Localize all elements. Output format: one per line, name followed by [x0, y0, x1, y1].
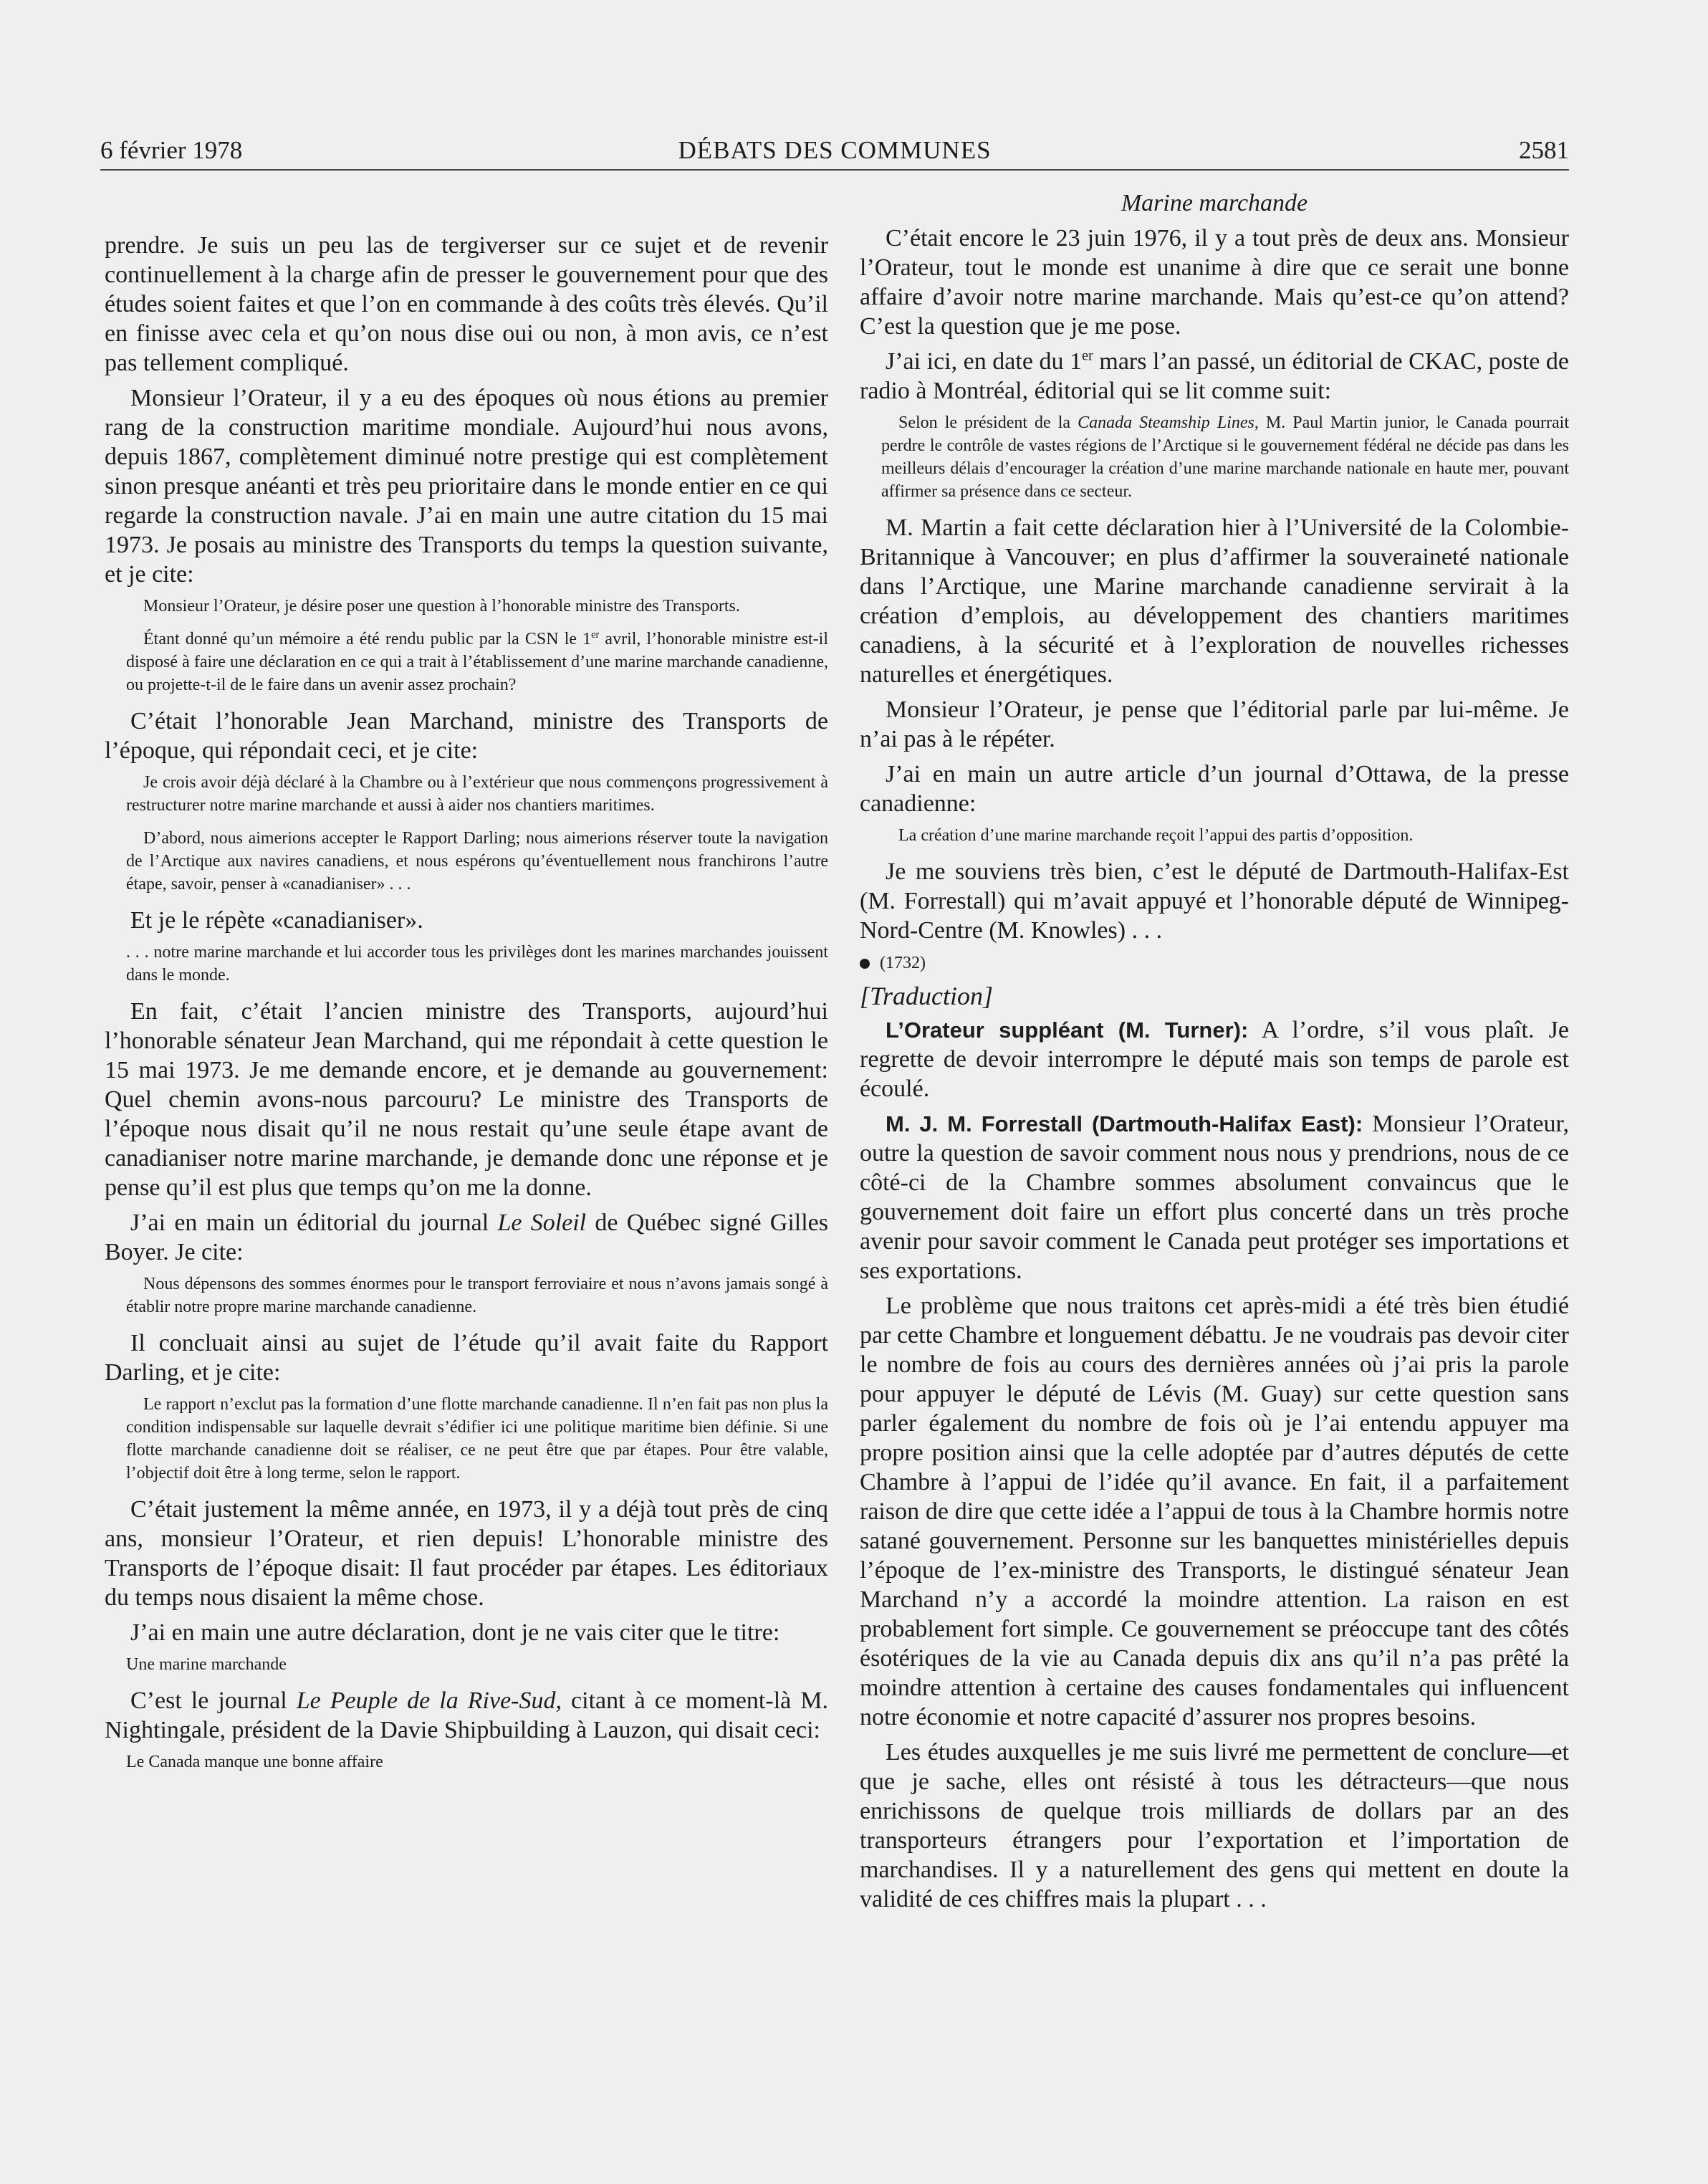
paragraph: Les études auxquelles je me suis livré me permettent de conclure—et que je sache, elles ont résisté à tous les détracteurs—que nous enrichissons de quelque trois milliards de dollars par an des transporteurs étrangers pour l’exportation et l’importation de marchandises. Il y a naturellement des gens qui mettent en doute la validité de ces chiffres mais la plupart . . . [860, 1739, 1569, 1912]
section-heading: Marine marchande [1121, 190, 1308, 216]
paragraph: M. J. M. Forrestall (Dartmouth-Halifax East): Monsieur l’Orateur, outre la question de savoir comment nous nous y prendrions, nous de ce côté-ci de la Chambre sommes absolument convaincus que le gouvernement doit faire un effort plus concerté dans un très proche avenir pour savoir comment le Canada peut protéger ses importations et ses exportations. [860, 1111, 1569, 1284]
quotation: Le Canada manque une bonne affaire [126, 1753, 383, 1771]
paragraph: C’était justement la même année, en 1973, il y a déjà tout près de cinq ans, monsieur l’Orateur, et rien depuis! L’honorable ministre des Transports de l’époque disait: Il faut procéder par étapes. Les éditoriaux du temps nous disaient la même chose. [105, 1496, 828, 1611]
header-title: DÉBATS DES COMMUNES [678, 136, 992, 164]
paragraph: C’est le journal Le Peuple de la Rive-Sud, citant à ce moment-là M. Nightingale, président de la Davie Shipbuilding à Lauzon, qui disait ceci: [105, 1687, 828, 1743]
paragraph: Il concluait ainsi au sujet de l’étude qu’il avait faite du Rapport Darling, et je cite: [105, 1330, 828, 1386]
paragraph: Monsieur l’Orateur, je pense que l’éditorial parle par lui-même. Je n’ai pas à le répéter. [860, 696, 1569, 752]
header-rule [100, 169, 1569, 171]
quotation: Le rapport n’exclut pas la formation d’une flotte marchande canadienne. Il n’en fait pas non plus la condition indispensable sur laquelle devrait s’édifier ici une politique maritime bien définie. Si une flotte marchande canadienne doit se réaliser, ce ne peut être que par étapes. Pour être valable, l’objectif doit être à long terme, selon le rapport. [126, 1395, 828, 1483]
speaker-name: M. J. M. Forrestall (Dartmouth-Halifax East): [886, 1111, 1363, 1136]
paragraph: J’ai ici, en date du 1er mars l’an passé, un éditorial de CKAC, poste de radio à Montréal, éditorial qui se lit comme suit: [860, 348, 1570, 404]
page-header [100, 133, 1569, 168]
quotation: Je crois avoir déjà déclaré à la Chambre ou à l’extérieur que nous commençons progressivement à restructurer notre marine marchande et aussi à aider nos chantiers maritimes. [126, 773, 828, 815]
paragraph: Et je le répète «canadianiser». [130, 907, 423, 934]
paragraph: C’était encore le 23 juin 1976, il y a tout près de deux ans. Monsieur l’Orateur, tout le monde est unanime à dire que ce serait une bonne affaire d’avoir notre marine marchande. Mais qu’est-ce qu’on attend? C’est la question que je me pose. [860, 225, 1569, 340]
paragraph: prendre. Je suis un peu las de tergiverser sur ce sujet et de revenir continuellement à la charge afin de presser le gouvernement pour que des études soient faites et que l’on en commande à des coûts très élevés. Qu’il en finisse avec cela et qu’on nous dise oui ou non, à mon avis, ce n’est pas tellement compliqué. [105, 232, 828, 376]
paragraph: J’ai en main une autre déclaration, dont je ne vais citer que le titre: [130, 1619, 780, 1646]
header-date: 6 février 1978 [100, 136, 243, 164]
paragraph: Le problème que nous traitons cet après-midi a été très bien étudié par cette Chambre et longuement débattu. Je ne voudrais pas devoir citer le nombre de fois au cours des dernières années où j’ai pris la parole pour appuyer le député de Lévis (M. Guay) sur cette question sans parler également du nombre de fois où je l’ai entendu appuyer ma propre position ainsi que la celle adoptée par d’autres députés de cette Chambre à l’appui de l’idée qu’il avance. En fait, il a parfaitement raison de dire que cette idée a l’appui de tous à la Chambre hormis notre satané gouvernement. Personne sur les banquettes ministérielles depuis l’époque de l’ex-ministre des Transports, le distingué sénateur Jean Marchand n’y a accordé la moindre attention. La raison en est probablement fort simple. Ce gouvernement se préoccupe tant des côtés ésotériques de la vie au Canada depuis dix ans qu’il n’a pas prêté la moindre attention à certaine des causes fondamentales qui influencent notre économie et notre capacité d’assurer nos propres besoins. [860, 1293, 1569, 1730]
quotation: Étant donné qu’un mémoire a été rendu public par la CSN le 1er avril, l’honorable ministre est-il disposé à faire une déclaration en ce qui a trait à l’établissement d’une marine marchande canadienne, ou projette-t-il de le faire dans un avenir assez prochain? [126, 629, 828, 694]
paragraph: L’Orateur suppléant (M. Turner): A l’ordre, s’il vous plaît. Je regrette de devoir interrompre le député mais son temps de parole est écoulé. [860, 1017, 1569, 1102]
quotation: . . . notre marine marchande et lui accorder tous les privilèges dont les marines marchandes jouissent dans le monde. [126, 943, 828, 985]
paragraph: C’était l’honorable Jean Marchand, ministre des Transports de l’époque, qui répondait ceci, et je cite: [105, 708, 828, 764]
paragraph: J’ai en main un autre article d’un journal d’Ottawa, de la presse canadienne: [860, 761, 1569, 817]
speaker-name: L’Orateur suppléant (M. Turner): [886, 1017, 1249, 1043]
page-number: 2581 [1519, 136, 1569, 164]
quotation: Monsieur l’Orateur, je désire poser une question à l’honorable ministre des Transports. [143, 597, 740, 616]
paragraph: Monsieur l’Orateur, il y a eu des époques où nous étions au premier rang de la construction maritime mondiale. Aujourd’hui nous avons, depuis 1867, complètement diminué notre prestige qui est complètement sinon presque anéanti et très peu prioritaire dans le monde entier en ce qui regarde la construction navale. J’ai en main une autre citation du 15 mai 1973. Je posais au ministre des Transports du temps la question suivante, et je cite: [105, 385, 828, 588]
quotation: D’abord, nous aimerions accepter le Rapport Darling; nous aimerions réserver toute la navigation de l’Arctique aux navires canadiens, et nous espérons qu’éventuellement nous franchirons l’autre étape, savoir, penser à «canadianiser» . . . [126, 829, 828, 894]
bullet-icon [860, 959, 870, 969]
paragraph: M. Martin a fait cette déclaration hier à l’Université de la Colombie-Britannique à Vancouver; en plus d’affirmer la souveraineté nationale dans l’Arctique, une Marine marchande canadienne servirait à la création d’emplois, au développement des chantiers maritimes canadiens, à la sécurité et à l’exploration de nouvelles richesses naturelles et énergétiques. [860, 514, 1569, 688]
translation-note: [Traduction] [860, 982, 994, 1010]
right-column [860, 188, 1569, 1920]
quotation: Une marine marchande [126, 1655, 287, 1674]
time-marker: (1732) [860, 951, 1569, 975]
left-column [105, 231, 828, 1783]
quotation: La création d’une marine marchande reçoit l’appui des partis d’opposition. [898, 826, 1414, 845]
quotation: Nous dépensons des sommes énormes pour le transport ferroviaire et nous n’avons jamais songé à établir notre propre marine marchande canadienne. [126, 1275, 828, 1316]
paragraph: Je me souviens très bien, c’est le député de Dartmouth-Halifax-Est (M. Forrestall) qui m’avait appuyé et l’honorable député de Winnipeg-Nord-Centre (M. Knowles) . . . [860, 858, 1569, 944]
paragraph: J’ai en main un éditorial du journal Le Soleil de Québec signé Gilles Boyer. Je cite: [105, 1210, 828, 1265]
paragraph: En fait, c’était l’ancien ministre des Transports, aujourd’hui l’honorable sénateur Jean Marchand, qui me répondait à cette question le 15 mai 1973. Je me demande encore, et je demande au gouvernement: Quel chemin avons-nous parcouru? Le ministre des Transports de l’époque nous disait qu’il ne nous restait qu’une seule étape avant de canadianiser notre marine marchande, je demande donc une réponse et je pense qu’il est plus que temps qu’on me la donne. [105, 998, 828, 1201]
quotation: Selon le président de la Canada Steamship Lines, M. Paul Martin junior, le Canada pourrait perdre le contrôle de vastes régions de l’Arctique si le gouvernement fédéral ne décide pas dans les meilleurs délais d’encourager la création d’une marine marchande nationale en haute mer, pouvant affirmer sa présence dans ce secteur. [881, 413, 1570, 501]
